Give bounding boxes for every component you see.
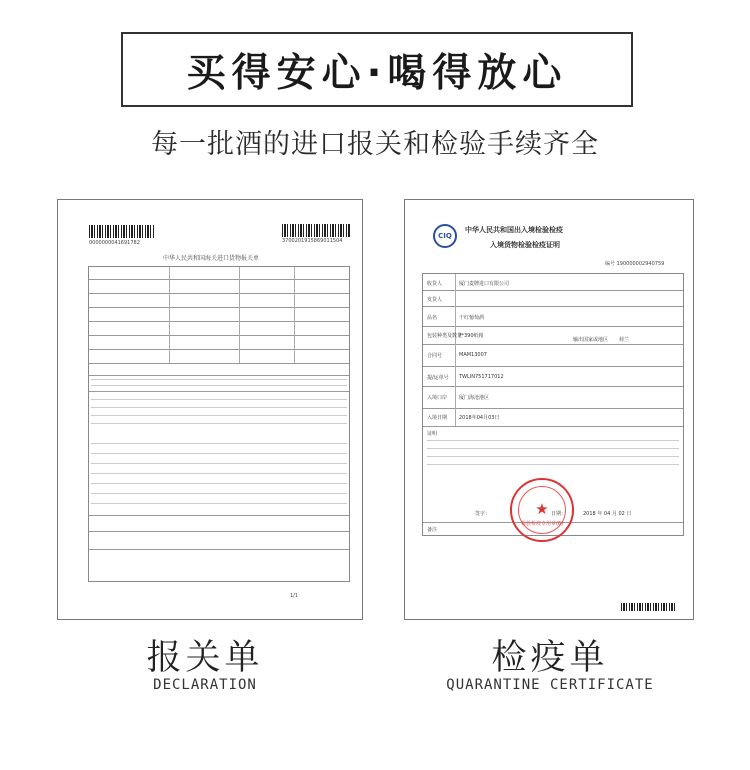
field-value-date: 2018年04月03日 xyxy=(459,415,500,421)
headline: 买得安心·喝得放心 xyxy=(186,50,568,96)
caption-declaration-en: DECLARATION xyxy=(153,677,257,693)
field-value-contract: MAM13007 xyxy=(459,352,487,358)
field-value-packaging: **390纸箱 xyxy=(459,333,484,339)
barcode-left xyxy=(89,225,155,238)
barcode-left-number: 0000000041691782 xyxy=(89,240,140,246)
caption-quarantine-en: QUARANTINE CERTIFICATE xyxy=(446,677,654,693)
remark-label: 备注 xyxy=(427,527,438,533)
field-value-port: 厦门海沧港区 xyxy=(459,395,490,401)
customs-doc-title: 中华人民共和国海关进口货物报关单 xyxy=(162,255,259,262)
field-label-consignor: 发货人 xyxy=(427,297,443,303)
barcode-right-number: 3700201915869011504 xyxy=(282,238,343,244)
field-label-date: 入境日期 xyxy=(427,415,448,421)
signature-label: 签字： xyxy=(475,511,491,517)
field-label-product: 品名 xyxy=(427,315,438,321)
barcode-right xyxy=(282,224,350,237)
field-label-port: 入境口岸 xyxy=(427,395,448,401)
quarantine-title-1: 中华人民共和国出入境检验检疫 xyxy=(465,226,563,234)
star-icon: ★ xyxy=(535,500,549,518)
customs-declaration-image xyxy=(57,199,363,620)
field-value-consignee: 厦门麦牌进口有限公司 xyxy=(459,281,510,287)
caption-quarantine-cn: 检疫单 xyxy=(491,638,609,678)
customs-form-table xyxy=(88,266,350,582)
field-label-bill: 提/运单号 xyxy=(427,375,449,381)
ciq-logo-icon: CIQ xyxy=(433,224,457,248)
field-label-packaging: 包装种类及数量 xyxy=(427,333,463,339)
official-stamp xyxy=(510,478,574,542)
field-label-contract: 合同号 xyxy=(427,353,443,359)
field-value-product: 干红葡萄酒 xyxy=(459,315,485,321)
proof-label: 证明 xyxy=(427,431,438,437)
field-value-bill: TWLIN751717012 xyxy=(459,374,504,380)
headline-box xyxy=(121,32,633,107)
caption-declaration-cn: 报关单 xyxy=(146,638,264,678)
origin-label: 输出国家或地区 xyxy=(573,337,609,343)
origin-value: 荷兰 xyxy=(619,337,630,343)
subtitle: 每一批酒的进口报关和检验手续齐全 xyxy=(151,129,599,160)
stamp-text: 检验检疫专用章(6) xyxy=(520,521,564,527)
date-label: 日期： xyxy=(551,511,567,517)
quarantine-certificate-image xyxy=(404,199,694,620)
customs-page-note: 1/1 xyxy=(290,593,299,599)
quarantine-title-2: 入境货物检验检疫证明 xyxy=(490,241,560,249)
certificate-number: 编号 190000002940759 xyxy=(605,261,665,267)
field-label-consignee: 收货人 xyxy=(427,281,443,287)
barcode-bottom xyxy=(621,603,675,611)
date-value: 2018 年 04 月 02 日 xyxy=(583,511,632,517)
